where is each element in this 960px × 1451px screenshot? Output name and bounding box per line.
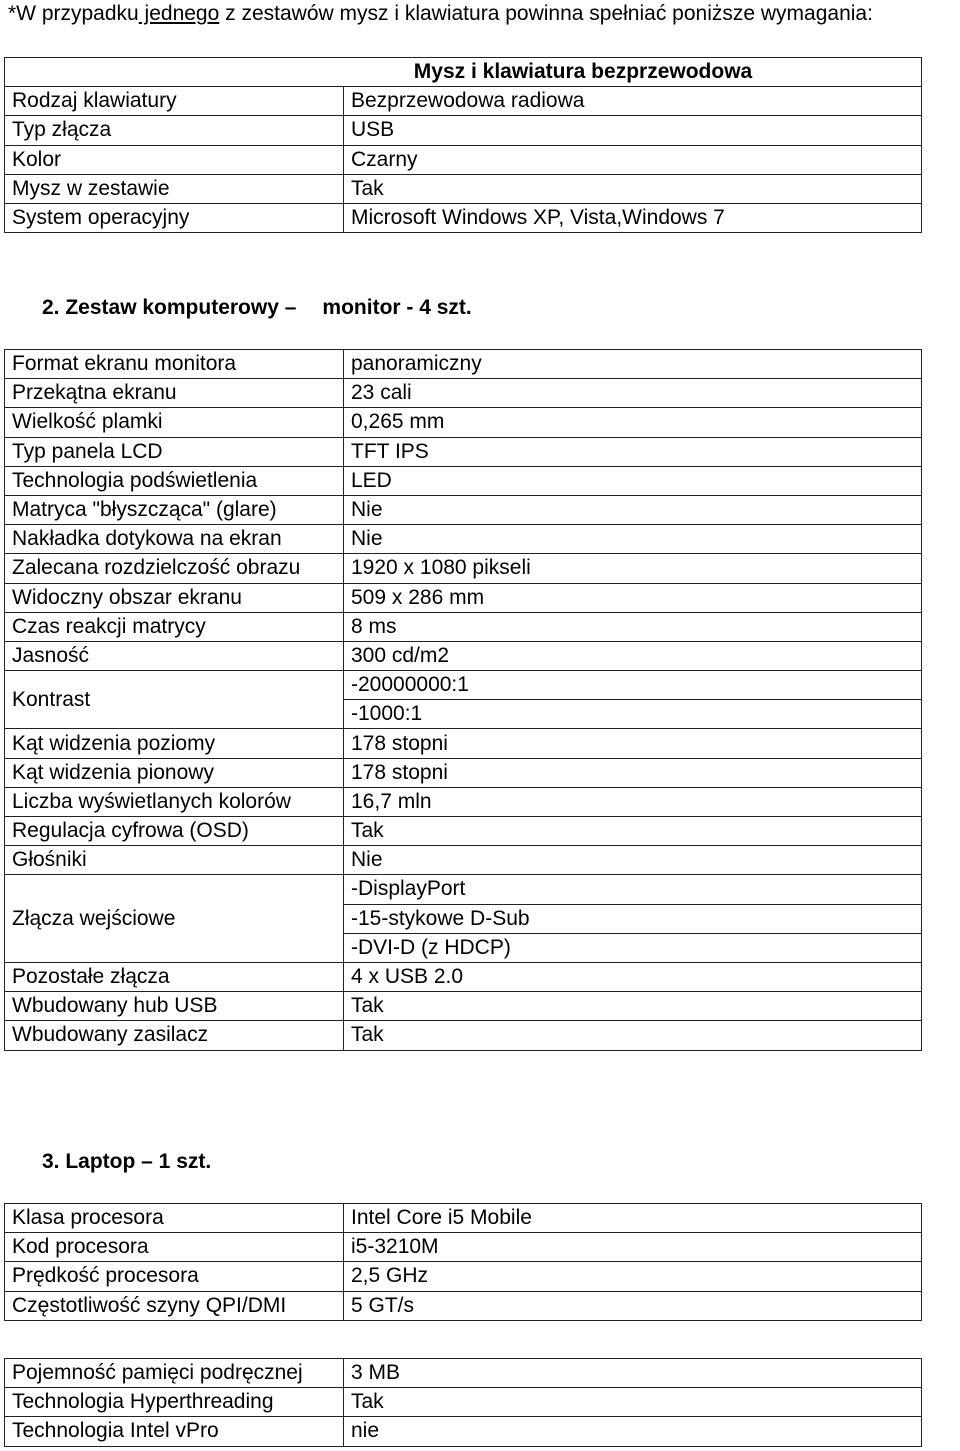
spec-label: Typ złącza — [5, 116, 344, 145]
table-row — [5, 203, 922, 232]
spec-value: 178 stopni — [344, 729, 922, 758]
spec-label: Głośniki — [5, 846, 344, 875]
table-row — [5, 612, 922, 641]
spec-label: Format ekranu monitora — [5, 350, 344, 379]
table-row — [5, 116, 922, 145]
table-row — [5, 758, 922, 787]
spec-value: USB — [344, 116, 922, 145]
spec-label: Prędkość procesora — [5, 1262, 344, 1291]
table-row — [5, 846, 922, 875]
spec-value: Tak — [344, 1021, 922, 1050]
spec-label: Technologia podświetlenia — [5, 466, 344, 495]
spec-value: nie — [344, 1417, 922, 1446]
spec-value: Tak — [344, 174, 922, 203]
spec-label: Regulacja cyfrowa (OSD) — [5, 817, 344, 846]
table-row — [5, 145, 922, 174]
spec-value: 0,265 mm — [344, 408, 922, 437]
spec-value: 2,5 GHz — [344, 1262, 922, 1291]
spec-value: 509 x 286 mm — [344, 583, 922, 612]
spec-value: -15-stykowe D-Sub — [344, 904, 922, 933]
spec-label: Kąt widzenia pionowy — [5, 758, 344, 787]
table-row — [5, 1021, 922, 1050]
spec-value: Microsoft Windows XP, Vista,Windows 7 — [344, 203, 922, 232]
table-row — [5, 466, 922, 495]
spec-value: TFT IPS — [344, 437, 922, 466]
table-row — [5, 437, 922, 466]
spec-label: Klasa procesora — [5, 1204, 344, 1233]
spec-value: 300 cd/m2 — [344, 641, 922, 670]
spec-label: Wbudowany zasilacz — [5, 1021, 344, 1050]
spec-label: System operacyjny — [5, 203, 344, 232]
table-row — [5, 58, 922, 87]
table-row — [5, 525, 922, 554]
table-row — [5, 1291, 922, 1320]
section-2-subtitle: monitor - 4 szt. — [322, 296, 472, 319]
spec-label: Liczba wyświetlanych kolorów — [5, 787, 344, 816]
spec-label: Częstotliwość szyny QPI/DMI — [5, 1291, 344, 1320]
table-row — [5, 1417, 922, 1446]
table-row — [5, 641, 922, 670]
spec-label: Rodzaj klawiatury — [5, 87, 344, 116]
section-2-title: 2. Zestaw komputerowy – — [42, 296, 297, 319]
spec-label: Kolor — [5, 145, 344, 174]
spec-value: 8 ms — [344, 612, 922, 641]
table-row — [5, 671, 922, 700]
spec-label: Jasność — [5, 641, 344, 670]
table-row — [5, 583, 922, 612]
intro-text — [8, 0, 873, 28]
spec-value: Nie — [344, 525, 922, 554]
spec-value: 5 GT/s — [344, 1291, 922, 1320]
spec-value: 16,7 mln — [344, 787, 922, 816]
section-2-heading — [42, 294, 472, 322]
monitor-table — [4, 349, 922, 1051]
intro-suffix: z zestawów mysz i klawiatura powinna spełniać poniższe wymagania: — [219, 2, 873, 25]
table-row — [5, 1204, 922, 1233]
spec-value: Nie — [344, 846, 922, 875]
spec-label: Mysz w zestawie — [5, 174, 344, 203]
table-row — [5, 875, 922, 904]
spec-value: -20000000:1 — [344, 671, 922, 700]
spec-value: LED — [344, 466, 922, 495]
table-row — [5, 1262, 922, 1291]
table-row — [5, 350, 922, 379]
spec-value: 23 cali — [344, 379, 922, 408]
spec-label: Widoczny obszar ekranu — [5, 583, 344, 612]
table-row — [5, 87, 922, 116]
spec-label: Technologia Hyperthreading — [5, 1388, 344, 1417]
spec-value: -DVI-D (z HDCP) — [344, 933, 922, 962]
spec-label: Przekątna ekranu — [5, 379, 344, 408]
spec-label: Kąt widzenia poziomy — [5, 729, 344, 758]
table-row — [5, 174, 922, 203]
spec-label: Kod procesora — [5, 1233, 344, 1262]
spec-label: Pozostałe złącza — [5, 962, 344, 991]
table-row — [5, 1388, 922, 1417]
spec-value: 178 stopni — [344, 758, 922, 787]
spec-label: Wbudowany hub USB — [5, 992, 344, 1021]
spec-value: Tak — [344, 992, 922, 1021]
spec-value: Czarny — [344, 145, 922, 174]
spec-label: Wielkość plamki — [5, 408, 344, 437]
table-header: Mysz i klawiatura bezprzewodowa — [5, 58, 922, 87]
spec-value: 1920 x 1080 pikseli — [344, 554, 922, 583]
spec-value: -DisplayPort — [344, 875, 922, 904]
spec-label: Matryca "błyszcząca" (glare) — [5, 495, 344, 524]
spec-value: Tak — [344, 817, 922, 846]
spec-label: Zalecana rozdzielczość obrazu — [5, 554, 344, 583]
laptop-table-a — [4, 1203, 922, 1321]
table-row — [5, 554, 922, 583]
spec-value: i5-3210M — [344, 1233, 922, 1262]
spec-label-inputs: Złącza wejściowe — [5, 875, 344, 963]
table-row — [5, 379, 922, 408]
table-row — [5, 817, 922, 846]
table-row — [5, 962, 922, 991]
spec-value: Nie — [344, 495, 922, 524]
spec-label: Czas reakcji matrycy — [5, 612, 344, 641]
intro-prefix: *W przypadku — [8, 2, 139, 25]
spec-value: panoramiczny — [344, 350, 922, 379]
laptop-table-b — [4, 1358, 922, 1447]
spec-value: Bezprzewodowa radiowa — [344, 87, 922, 116]
spec-value: Intel Core i5 Mobile — [344, 1204, 922, 1233]
table-row — [5, 729, 922, 758]
spec-value: 3 MB — [344, 1359, 922, 1388]
table-row — [5, 992, 922, 1021]
spec-label: Typ panela LCD — [5, 437, 344, 466]
table-row — [5, 495, 922, 524]
section-3-heading: 3. Laptop – 1 szt. — [42, 1150, 212, 1173]
spec-value: Tak — [344, 1388, 922, 1417]
table-row — [5, 1233, 922, 1262]
table-row — [5, 408, 922, 437]
spec-label: Pojemność pamięci podręcznej — [5, 1359, 344, 1388]
mouse-keyboard-table — [4, 57, 922, 233]
spec-value: -1000:1 — [344, 700, 922, 729]
table-row — [5, 787, 922, 816]
spec-label: Technologia Intel vPro — [5, 1417, 344, 1446]
intro-underlined: jednego — [138, 2, 220, 25]
spec-label-contrast: Kontrast — [5, 671, 344, 729]
spec-value: 4 x USB 2.0 — [344, 962, 922, 991]
spec-label: Nakładka dotykowa na ekran — [5, 525, 344, 554]
table-row — [5, 1359, 922, 1388]
